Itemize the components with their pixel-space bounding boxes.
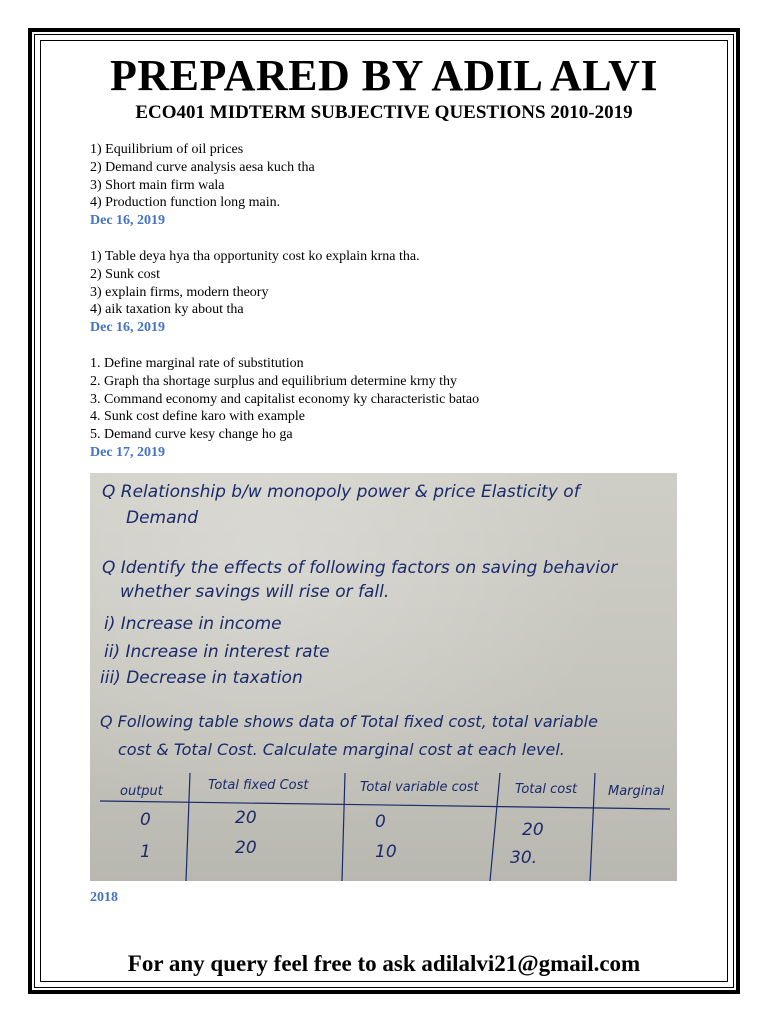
- question-item: 3) explain firms, modern theory: [90, 284, 269, 300]
- question-section-1: [90, 141, 690, 230]
- table-cell: 20: [235, 808, 257, 828]
- table-header: output: [120, 784, 163, 799]
- handwritten-line: Q Following table shows data of Total fixed cost, total variable: [100, 712, 598, 731]
- table-divider: [590, 773, 595, 881]
- handwritten-line: Q Relationship b/w monopoly power & price Elasticity of: [102, 482, 580, 502]
- table-cell: 20: [522, 820, 544, 840]
- handwritten-line: iii) Decrease in taxation: [100, 668, 303, 688]
- question-item: 4) Production function long main.: [90, 195, 281, 211]
- question-item: 3) Short main firm wala: [90, 177, 225, 193]
- section-date: Dec 17, 2019: [90, 444, 166, 460]
- page-subtitle: ECO401 MIDTERM SUBJECTIVE QUESTIONS 2010-2019: [135, 102, 633, 123]
- table-header: Total variable cost: [360, 780, 479, 795]
- table-divider: [186, 773, 190, 881]
- question-section-3: [90, 355, 690, 462]
- table-cell: 0: [140, 810, 151, 830]
- question-item: 2) Sunk cost: [90, 266, 160, 282]
- question-item: 1) Table deya hya tha opportunity cost ko explain krna tha.: [90, 249, 420, 264]
- table-cell: 20: [235, 838, 257, 858]
- section-date: Dec 16, 2019: [90, 213, 166, 229]
- handwritten-notes: [90, 473, 677, 881]
- year-label: 2018: [90, 890, 118, 905]
- handwritten-line: ii) Increase in interest rate: [104, 642, 330, 662]
- section-date: Dec 16, 2019: [90, 320, 166, 336]
- question-section-2: [90, 248, 690, 337]
- question-item: 1. Define marginal rate of substitution: [90, 356, 304, 371]
- table-header-rule: [100, 801, 670, 809]
- table-divider: [342, 773, 345, 881]
- handwritten-line: Demand: [126, 508, 199, 528]
- question-item: 3. Command economy and capitalist economy ky characteristic batao: [90, 391, 480, 407]
- table-header: Total cost: [515, 782, 578, 797]
- table-cell: 1: [140, 842, 151, 862]
- question-item: 1) Equilibrium of oil prices: [90, 142, 244, 157]
- footer-contact: For any query feel free to ask adilalvi21@gmail.com: [127, 951, 641, 976]
- handwritten-line: Q Identify the effects of following factors on saving behavior: [102, 558, 618, 578]
- question-item: 5. Demand curve kesy change ho ga: [90, 427, 293, 443]
- question-item: 2. Graph tha shortage surplus and equilibrium determine krny thy: [90, 373, 458, 389]
- question-item: 4) aik taxation ky about tha: [90, 302, 244, 318]
- handwritten-line: i) Increase in income: [104, 614, 282, 634]
- table-header: Total fixed Cost: [208, 778, 309, 793]
- table-header: Marginal: [608, 784, 665, 799]
- handwritten-line: whether savings will rise or fall.: [120, 582, 390, 602]
- question-item: 4. Sunk cost define karo with example: [90, 409, 306, 425]
- table-cell: 30.: [510, 848, 538, 868]
- handwritten-questions-photo: [90, 473, 677, 881]
- table-cell: 0: [375, 812, 386, 832]
- table-cell: 10: [375, 842, 397, 862]
- table-divider: [490, 773, 500, 881]
- question-item: 2) Demand curve analysis aesa kuch tha: [90, 159, 315, 175]
- handwritten-line: cost & Total Cost. Calculate marginal cost at each level.: [118, 740, 565, 759]
- page-title: PREPARED BY ADIL ALVI: [110, 51, 658, 100]
